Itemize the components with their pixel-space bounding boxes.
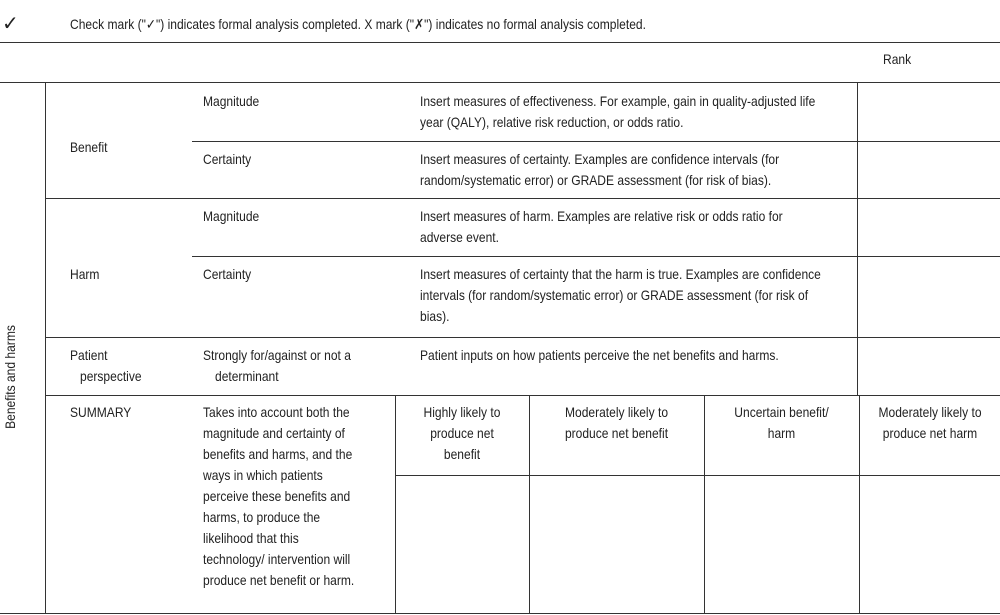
benefit-certainty-desc-2: random/systematic error) or GRADE assessment (for risk of bias). [420,172,772,188]
option-highly-benefit-3: benefit [443,446,481,462]
harm-certainty-desc-2: intervals (for random/systematic error) or GRADE assessment (for risk of [420,287,809,303]
legend-text: Check mark ("✓") indicates formal analysis completed. X mark ("✗") indicates no formal analysis completed. [70,16,646,32]
option-highly-benefit-2: produce net [430,425,494,441]
option-uncertain-2: harm [767,425,796,441]
rule-summary-options [395,475,1000,476]
patient-option-2: determinant [215,368,279,384]
benefit-certainty-label: Certainty [203,151,252,167]
patient-option-1: Strongly for/against or not a [203,347,351,363]
summary-desc-3: benefits and harms, and the [203,446,353,462]
rule-harm-mid [192,256,1000,257]
benefit-certainty-desc-1: Insert measures of certainty. Examples are confidence intervals (for [420,151,780,167]
harm-magnitude-desc-2: adverse event. [420,229,499,245]
harm-certainty-desc-3: bias). [420,308,450,324]
patient-label-2: perspective [80,368,142,384]
rule-summary-4 [859,395,860,613]
summary-desc-1: Takes into account both the [203,404,350,420]
option-moderate-benefit-1: Moderately likely to [564,404,669,420]
option-moderate-harm-2: produce net harm [882,425,978,441]
rule-top [0,42,1000,43]
benefit-magnitude-label: Magnitude [203,93,260,109]
harm-magnitude-label: Magnitude [203,208,260,224]
patient-desc: Patient inputs on how patients perceive the net benefits and harms. [420,347,779,363]
summary-desc-6: harms, to produce the [203,509,321,525]
harm-certainty-label: Certainty [203,266,252,282]
rule-bottom [0,613,1000,614]
rule-summary-1 [395,395,396,613]
rule-benefit-mid [192,141,1000,142]
benefit-label: Benefit [70,139,108,155]
summary-desc-2: magnitude and certainty of [203,425,345,441]
rule-summary-3 [704,395,705,613]
rule-rank [857,82,858,395]
rule-patient-end [45,395,1000,396]
option-moderate-benefit-2: produce net benefit [564,425,669,441]
summary-desc-7: likelihood that this [203,530,299,546]
summary-desc-9: produce net benefit or harm. [203,572,355,588]
rule-section [45,82,46,613]
option-uncertain-1: Uncertain benefit/ [734,404,829,420]
benefit-magnitude-desc-2: year (QALY), relative risk reduction, or odds ratio. [420,114,684,130]
summary-label: SUMMARY [70,404,132,420]
section-label: Benefits and harms [2,325,18,429]
summary-desc-8: technology/ intervention will [203,551,351,567]
patient-label-1: Patient [70,347,108,363]
option-highly-benefit-1: Highly likely to [423,404,501,420]
harm-magnitude-desc-1: Insert measures of harm. Examples are relative risk or odds ratio for [420,208,783,224]
option-moderate-harm-1: Moderately likely to [878,404,982,420]
summary-desc-5: perceive these benefits and [203,488,351,504]
summary-desc-4: ways in which patients [203,467,323,483]
harm-certainty-desc-1: Insert measures of certainty that the harm is true. Examples are confidence [420,266,821,282]
rule-summary-2 [529,395,530,613]
harm-label: Harm [70,266,100,282]
rank-header: Rank [883,51,912,67]
rule-header [0,82,1000,83]
check-mark-icon: ✓ [2,11,19,35]
benefit-magnitude-desc-1: Insert measures of effectiveness. For example, gain in quality-adjusted life [420,93,816,109]
